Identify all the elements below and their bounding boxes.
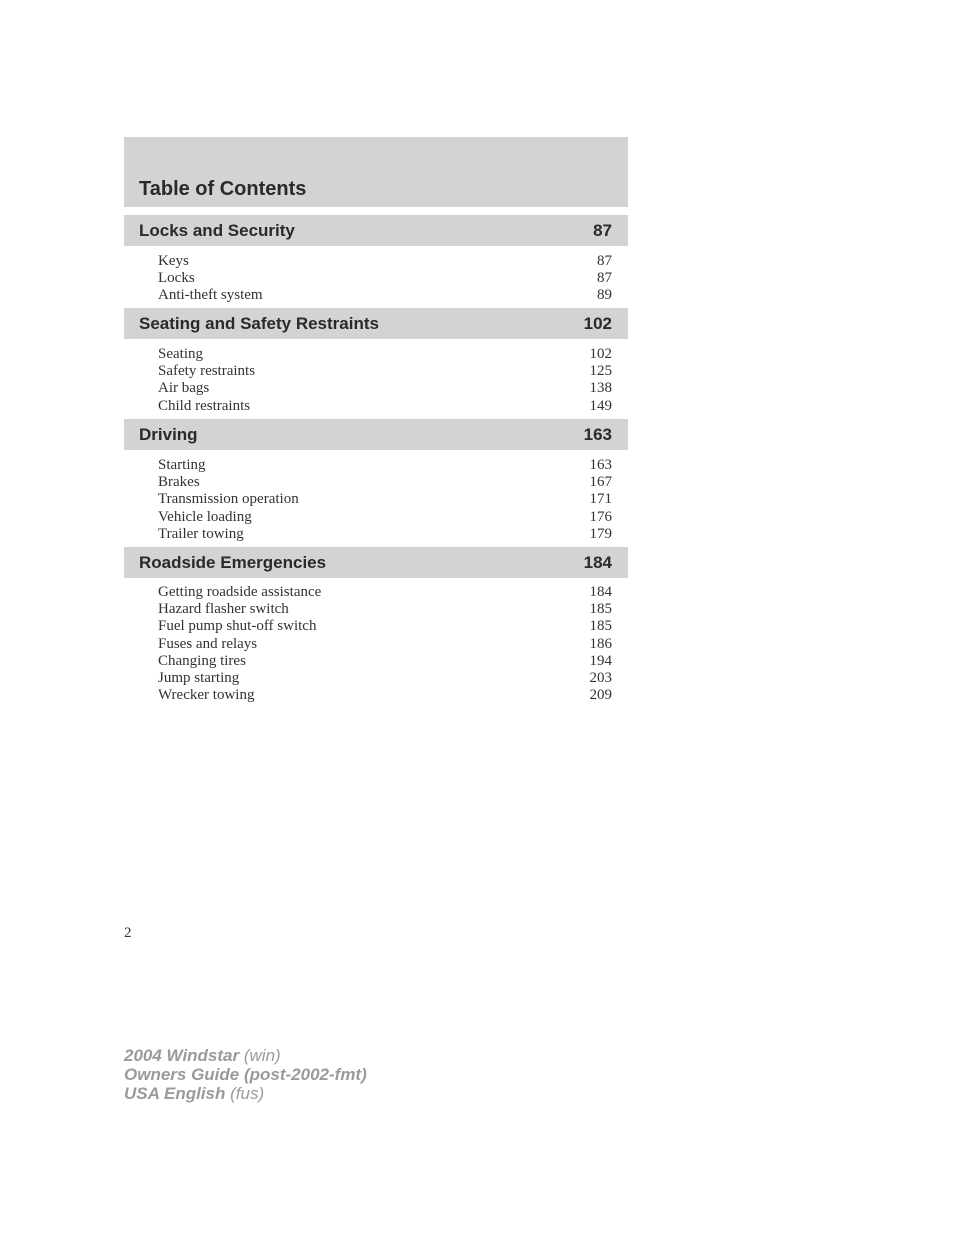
- toc-entry[interactable]: [158, 270, 612, 287]
- entry-page: 184: [589, 584, 612, 600]
- toc-entry[interactable]: [158, 584, 612, 601]
- footer-line-2: [124, 1065, 367, 1084]
- toc-entry[interactable]: [158, 457, 612, 474]
- section-entries-locks-and-security: [158, 253, 612, 305]
- entry-label: Fuel pump shut-off switch: [158, 618, 317, 635]
- entry-page: 149: [589, 397, 612, 414]
- section-entries-seating-and-safety-restraints: [158, 346, 612, 415]
- section-label: Locks and Security: [139, 221, 295, 240]
- section-label: Driving: [139, 425, 198, 444]
- entry-page: 171: [589, 491, 612, 508]
- entry-page: 102: [589, 346, 612, 362]
- section-label: Seating and Safety Restraints: [139, 314, 379, 333]
- page-number: 2: [124, 925, 132, 941]
- footer-guide: Owners Guide (post-2002-fmt): [124, 1065, 367, 1084]
- footer-model-code: (win): [239, 1046, 281, 1065]
- entry-label: Keys: [158, 253, 189, 269]
- entry-label: Getting roadside assistance: [158, 584, 322, 600]
- entry-page: 138: [589, 380, 612, 397]
- toc-entry[interactable]: [158, 601, 612, 618]
- toc-entry[interactable]: [158, 670, 612, 687]
- section-header-seating-and-safety-restraints[interactable]: [124, 308, 628, 339]
- entry-label: Starting: [158, 457, 206, 473]
- entry-page: 185: [589, 618, 612, 635]
- entry-page: 89: [597, 287, 612, 304]
- entry-page: 185: [589, 601, 612, 618]
- toc-entry[interactable]: [158, 287, 612, 304]
- toc-entry[interactable]: [158, 491, 612, 508]
- entry-label: Fuses and relays: [158, 635, 258, 652]
- document-footer: [124, 1046, 367, 1103]
- entry-label: Anti-theft system: [158, 287, 263, 304]
- entry-page: 203: [589, 669, 612, 686]
- section-header-roadside-emergencies[interactable]: [124, 547, 628, 578]
- section-page: 163: [583, 425, 612, 444]
- entry-label: Vehicle loading: [158, 508, 252, 525]
- entry-label: Air bags: [158, 380, 210, 397]
- entry-page: 167: [589, 474, 612, 491]
- section-header-locks-and-security[interactable]: [124, 215, 628, 246]
- entry-label: Locks: [158, 270, 195, 287]
- footer-language-code: (fus): [225, 1084, 265, 1103]
- entry-label: Safety restraints: [158, 363, 256, 380]
- entry-page: 163: [589, 457, 612, 473]
- section-page: 102: [583, 314, 612, 333]
- toc-entry[interactable]: [158, 380, 612, 397]
- entry-page: 209: [589, 687, 612, 704]
- entry-page: 125: [589, 363, 612, 380]
- footer-line-3: [124, 1084, 367, 1103]
- footer-language: USA English: [124, 1084, 226, 1103]
- toc-entry[interactable]: [158, 653, 612, 670]
- toc-title-box: [124, 137, 628, 207]
- entry-label: Brakes: [158, 474, 200, 491]
- toc-entry[interactable]: [158, 398, 612, 415]
- toc-entry[interactable]: [158, 687, 612, 704]
- entry-label: Hazard flasher switch: [158, 601, 289, 618]
- toc-entry[interactable]: [158, 474, 612, 491]
- section-page: 184: [583, 553, 612, 572]
- section-entries-driving: [158, 457, 612, 543]
- entry-label: Trailer towing: [158, 525, 244, 542]
- footer-line-1: [124, 1046, 367, 1065]
- entry-label: Seating: [158, 346, 203, 362]
- toc-entry[interactable]: [158, 636, 612, 653]
- section-label: Roadside Emergencies: [139, 553, 327, 572]
- entry-page: 186: [589, 635, 612, 652]
- footer-model: 2004 Windstar: [124, 1046, 240, 1065]
- entry-page: 194: [589, 652, 612, 669]
- entry-page: 87: [597, 253, 612, 269]
- entry-label: Wrecker towing: [158, 687, 255, 704]
- entry-label: Transmission operation: [158, 491, 299, 508]
- page-title: Table of Contents: [139, 178, 307, 200]
- entry-page: 179: [589, 525, 612, 542]
- toc-entry[interactable]: [158, 618, 612, 635]
- toc-entry[interactable]: [158, 346, 612, 363]
- toc-entry[interactable]: [158, 509, 612, 526]
- toc-entry[interactable]: [158, 526, 612, 543]
- entry-page: 176: [589, 508, 612, 525]
- section-page: 87: [593, 221, 612, 240]
- toc-entry[interactable]: [158, 363, 612, 380]
- section-entries-roadside-emergencies: [158, 584, 612, 704]
- section-header-driving[interactable]: [124, 419, 628, 450]
- toc-entry[interactable]: [158, 253, 612, 270]
- entry-label: Jump starting: [158, 669, 240, 686]
- entry-label: Child restraints: [158, 397, 251, 414]
- entry-page: 87: [597, 270, 612, 287]
- entry-label: Changing tires: [158, 652, 246, 669]
